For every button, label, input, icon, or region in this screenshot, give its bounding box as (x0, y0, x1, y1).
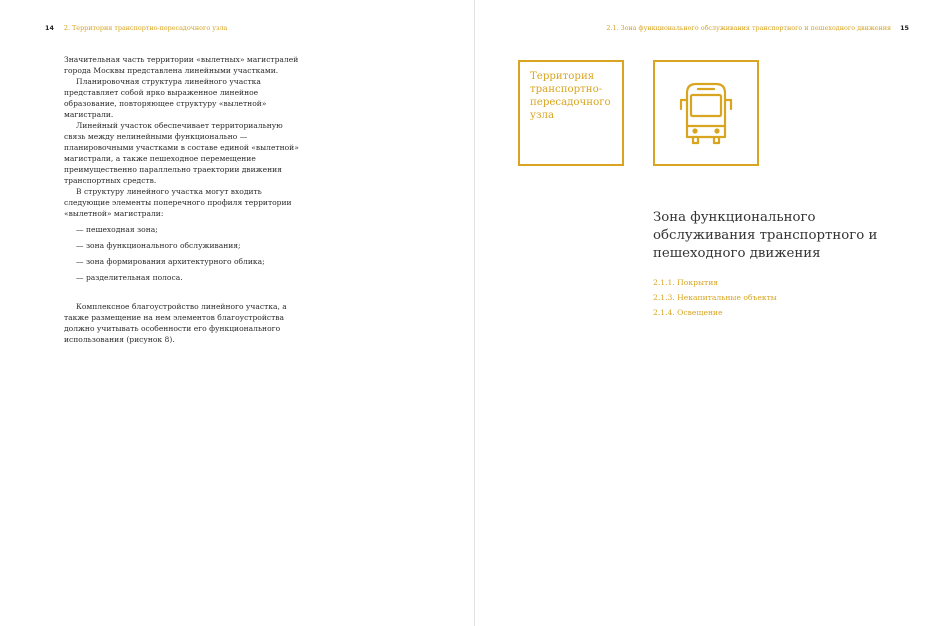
closing-paragraph: Комплексное благоустройство линейного участка, а также размещение на нем элементов благоустройства должно учитывать особенности его функционального использования (рисунок 8). (64, 302, 287, 344)
left-body-text (64, 54, 304, 345)
paragraph: Линейный участок обеспечивает территориальную связь между нелинейными функционально — планировочными участками в составе единой «вылетной» магистрали, а также пешеходное перемещение преимущественно параллельно траектории движения транспортных средств. (64, 121, 299, 185)
right-page (475, 0, 950, 626)
list-item: — пешеходная зона; (76, 225, 158, 234)
left-running-head (45, 24, 227, 32)
paragraph: Планировочная структура линейного участка представляет собой ярко выраженное линейное образование, повторяющее структуру «вылетной» магистрали. (64, 77, 267, 119)
left-page-number: 14 (45, 24, 54, 32)
list-item: — разделительная полоса. (76, 273, 183, 282)
paragraph: В структуру линейного участка могут входить следующие элементы поперечного профиля территории «вылетной» магистрали: (64, 187, 292, 218)
left-page (0, 0, 474, 626)
paragraph: Значительная часть территории «вылетных» магистралей города Москвы представлена линейными участками. (64, 55, 299, 75)
toc-item-coverings[interactable]: 2.1.1. Покрытия (653, 278, 719, 287)
section-title-box (518, 60, 624, 166)
list-item: — зона функционального обслуживания; (76, 241, 241, 250)
left-section-ref: 2. Территория транспортно-пересадочного узла (63, 24, 228, 32)
right-page-number: 15 (900, 24, 909, 32)
right-section-ref: 2.1. Зона функционального обслуживания транспортного и пешеходного движения (606, 24, 892, 32)
toc-item-temporary-objects[interactable]: 2.1.3. Некапитальные объекты (653, 293, 777, 302)
right-running-head (606, 24, 909, 32)
list-item: — зона формирования архитектурного облика; (76, 257, 265, 266)
toc-item-lighting[interactable]: 2.1.4. Освещение (653, 308, 723, 317)
profile-elements-list (64, 224, 304, 283)
bus-icon (655, 62, 757, 164)
section-contents (653, 275, 873, 320)
section-title: Территория транспортно-пересадочного узла (530, 71, 611, 121)
icon-box (653, 60, 759, 166)
section-heading: Зона функционального обслуживания транспортного и пешеходного движения (653, 210, 878, 261)
